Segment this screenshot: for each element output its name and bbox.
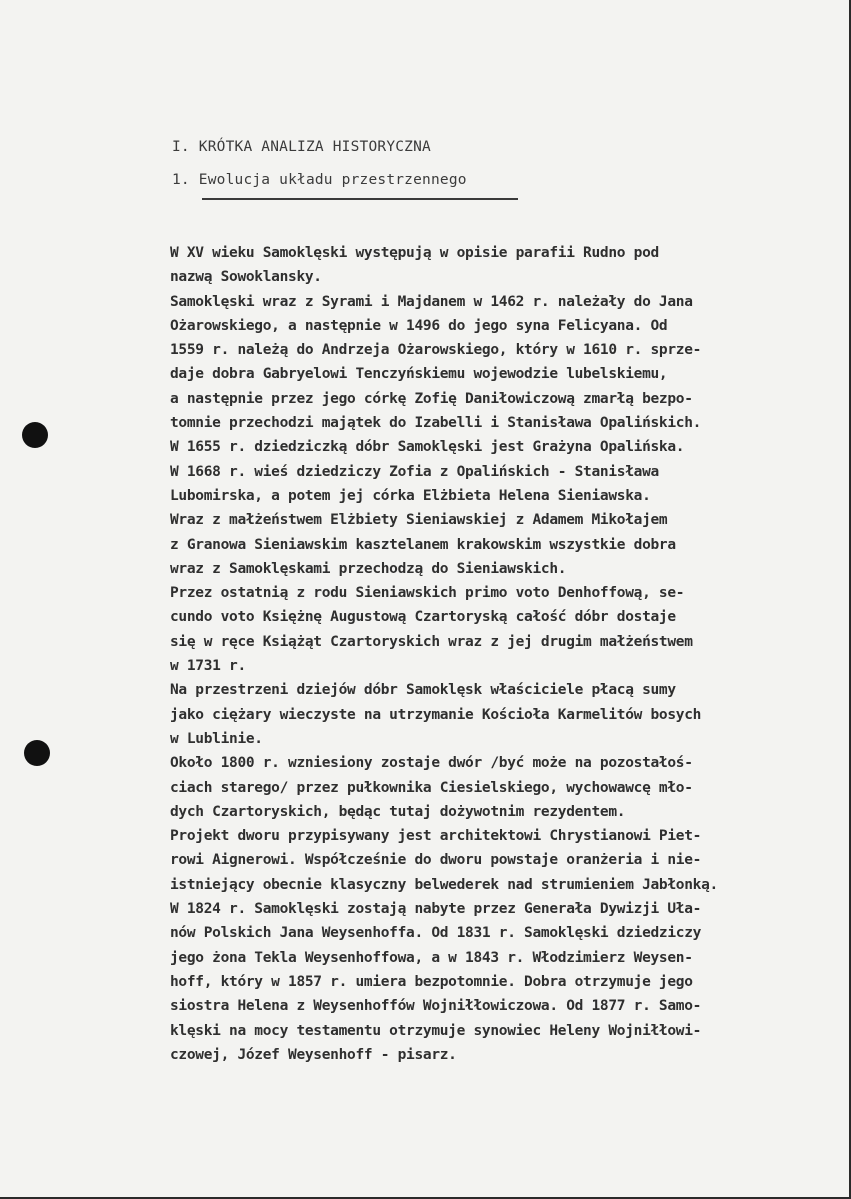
text-line: się w ręce Książąt Czartoryskich wraz z jej drugim małżeństwem (170, 633, 693, 650)
punch-hole (22, 422, 48, 448)
text-line: Ożarowskiego, a następnie w 1496 do jego syna Feliсyana. Od (170, 317, 668, 334)
text-line: a następnie przez jego córkę Zofię Daniłowiczową zmarłą bezpo- (170, 390, 693, 407)
body-text (170, 241, 830, 1067)
text-line: Samoklęski wraz z Syrami i Majdanem w 1462 r. należały do Jana (170, 293, 693, 310)
text-line: nazwą Sowoklansky. (170, 269, 322, 286)
text-line: wraz z Samoklęskami przechodzą do Sieniawskich. (170, 560, 567, 577)
text-line: W 1655 r. dziedziczką dóbr Samoklęski jest Grażyna Opalińska. (170, 439, 685, 456)
text-line: czowej, Józef Weysenhoff - pisarz. (170, 1046, 457, 1063)
text-line: jako ciężary wieczyste na utrzymanie Kościoła Karmelitów bosych (170, 706, 702, 723)
text-line: jego żona Tekla Weysenhoffowa, a w 1843 r. Włodzimierz Weysen- (170, 949, 693, 966)
text-line: w 1731 r. (170, 658, 246, 675)
text-line: cundo voto Księżnę Augustową Czartoryską całość dóbr dostaje (170, 609, 676, 626)
text-line: W XV wieku Samoklęski występują w opisie parafii Rudno pod (170, 245, 659, 261)
text-line: w Lublinie. (170, 730, 263, 747)
text-line: 1559 r. należą do Andrzeja Ożarowskiego, który w 1610 r. sprze- (170, 342, 702, 359)
subsection-title: 1. Ewolucja układu przestrzennego (172, 172, 467, 188)
section-title: I. KRÓTKA ANALIZA HISTORYCZNA (172, 139, 431, 155)
punch-hole (24, 740, 50, 766)
text-line: W 1668 r. wieś dziedziczy Zofia z Opalińskich - Stanisława (170, 463, 659, 480)
text-line: klęski na mocy testamentu otrzymuje synowiec Heleny Wojniłłowi- (170, 1022, 702, 1039)
text-line: rowi Aignerowi. Współcześnie do dworu powstaje oranżeria i nie- (170, 852, 702, 869)
text-line: siostra Helena z Weysenhoffów Wojniłłowiczowa. Od 1877 r. Samo- (170, 998, 702, 1015)
text-line: Wraz z małżeństwem Elżbiety Sieniawskiej z Adamem Mikołajem (170, 512, 668, 529)
text-line: istniejący obecnie klasyczny belwederek nad strumieniem Jabłonką. (170, 876, 718, 893)
text-line: W 1824 r. Samoklęski zostają nabyte przez Generała Dywizji Uła- (170, 901, 702, 918)
subsection-underline (202, 198, 518, 200)
text-line: tomnie przechodzi majątek do Izabelli i Stanisława Opalińskich. (170, 415, 702, 432)
text-line: Na przestrzeni dziejów dóbr Samoklęsk właściciele płacą sumy (170, 682, 676, 699)
text-line: Lubomirska, a potem jej córka Elżbieta Helena Sieniawska. (170, 487, 651, 504)
text-line: daje dobra Gabryelowi Tenczyńskiemu wojewodzie lubelskiemu, (170, 366, 668, 383)
text-line: Około 1800 r. wzniesiony zostaje dwór /być może na pozostałoś- (170, 755, 693, 772)
text-line: z Granowa Sieniawskim kasztelanem krakowskim wszystkie dobra (170, 536, 676, 553)
text-line: dych Czartoryskich, będąc tutaj dożywotnim rezydentem. (170, 803, 626, 820)
text-line: nów Polskich Jana Weysenhoffa. Od 1831 r. Samoklęski dziedziczy (170, 925, 702, 942)
text-line: ciach starego/ przez pułkownika Ciesielskiego, wychowawcę mło- (170, 779, 693, 796)
text-line: hoff, który w 1857 r. umiera bezpotomnie. Dobra otrzymuje jego (170, 973, 693, 990)
text-line: Projekt dworu przypisywany jest architektowi Chrystianowi Piet- (170, 828, 702, 845)
text-line: Przez ostatnią z rodu Sieniawskich primo voto Denhoffową, se- (170, 585, 685, 602)
